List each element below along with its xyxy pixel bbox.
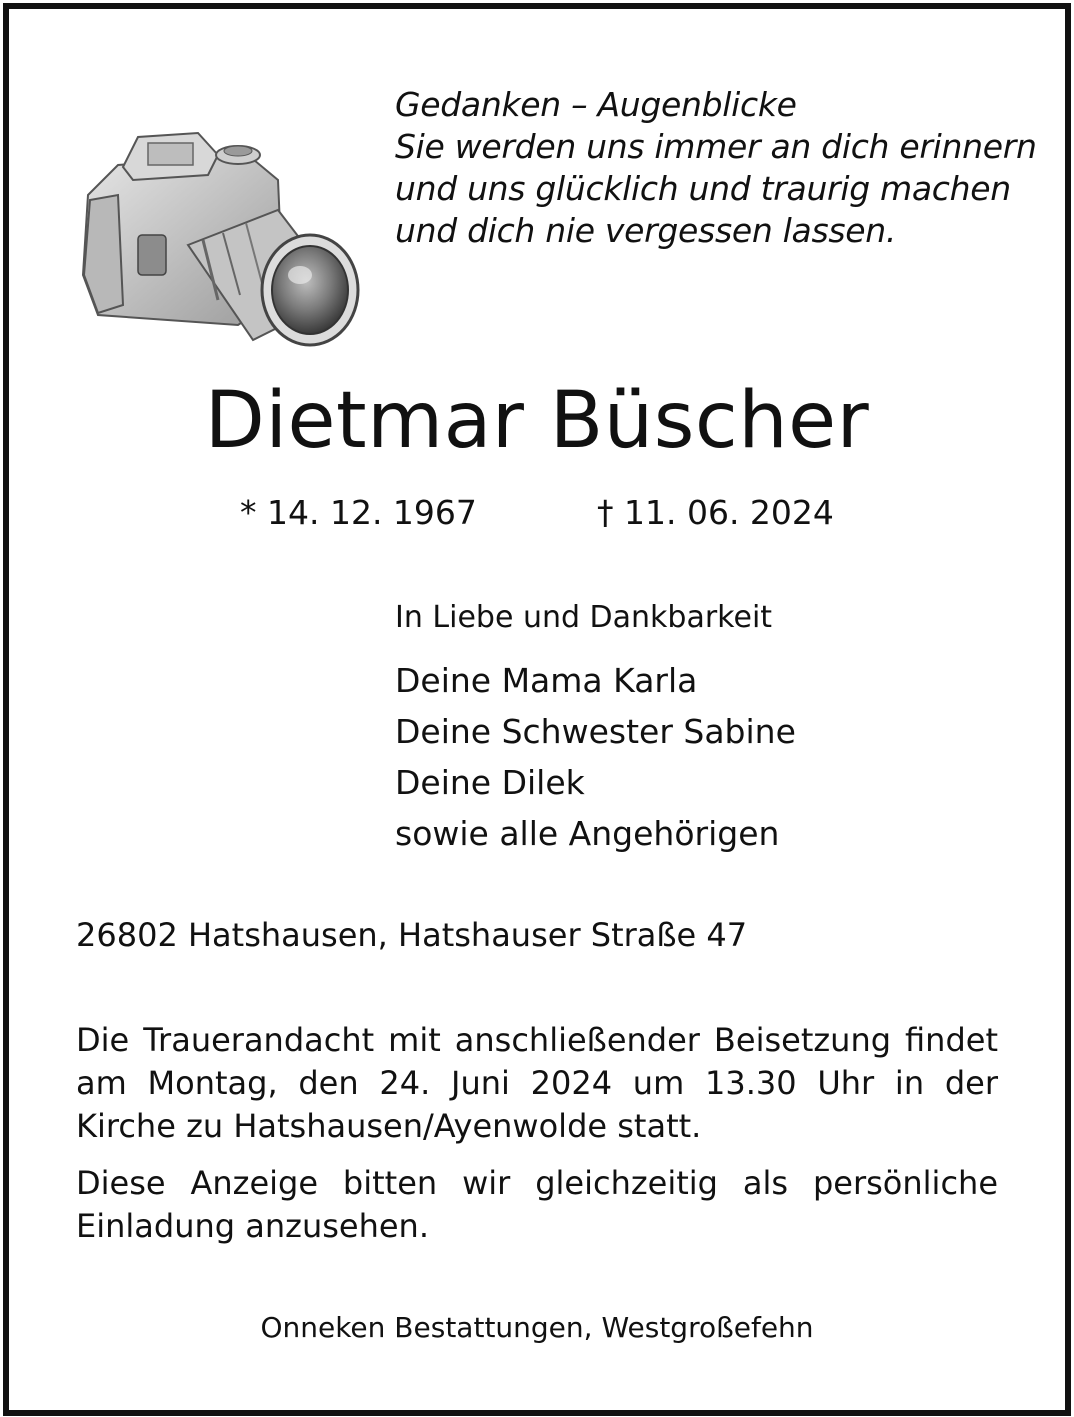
mourner: Deine Schwester Sabine [395, 712, 796, 751]
camera-icon [78, 125, 368, 360]
mourner: Deine Dilek [395, 763, 585, 802]
mourner: Deine Mama Karla [395, 661, 698, 700]
dedication: In Liebe und Dankbarkeit [395, 600, 773, 635]
address: 26802 Hatshausen, Hatshauser Straße 47 [76, 916, 748, 954]
funeral-home: Onneken Bestattungen, Westgroßefehn [260, 1311, 814, 1344]
poem-line: Sie werden uns immer an dich erinnern [395, 127, 1037, 166]
mourners-list [395, 655, 796, 859]
poem-line: und dich nie vergessen lassen. [395, 211, 897, 250]
poem [395, 84, 1037, 252]
death-date: † 11. 06. 2024 [597, 493, 834, 532]
poem-line: und uns glücklich und traurig machen [395, 169, 1011, 208]
service-info: Die Trauerandacht mit anschließender Beisetzung findet am Montag, den 24. Juni 2024 um 13.30 Uhr in der Kirche zu Hatshausen/Ayenwolde statt. [76, 1021, 998, 1145]
invitation-info: Diese Anzeige bitten wir gleichzeitig als persönliche Einladung anzusehen. [76, 1164, 998, 1245]
mourner: sowie alle Angehörigen [395, 814, 780, 853]
deceased-name: Dietmar Büscher [204, 376, 870, 466]
poem-line: Gedanken – Augenblicke [395, 85, 797, 124]
birth-date: * 14. 12. 1967 [240, 493, 477, 532]
